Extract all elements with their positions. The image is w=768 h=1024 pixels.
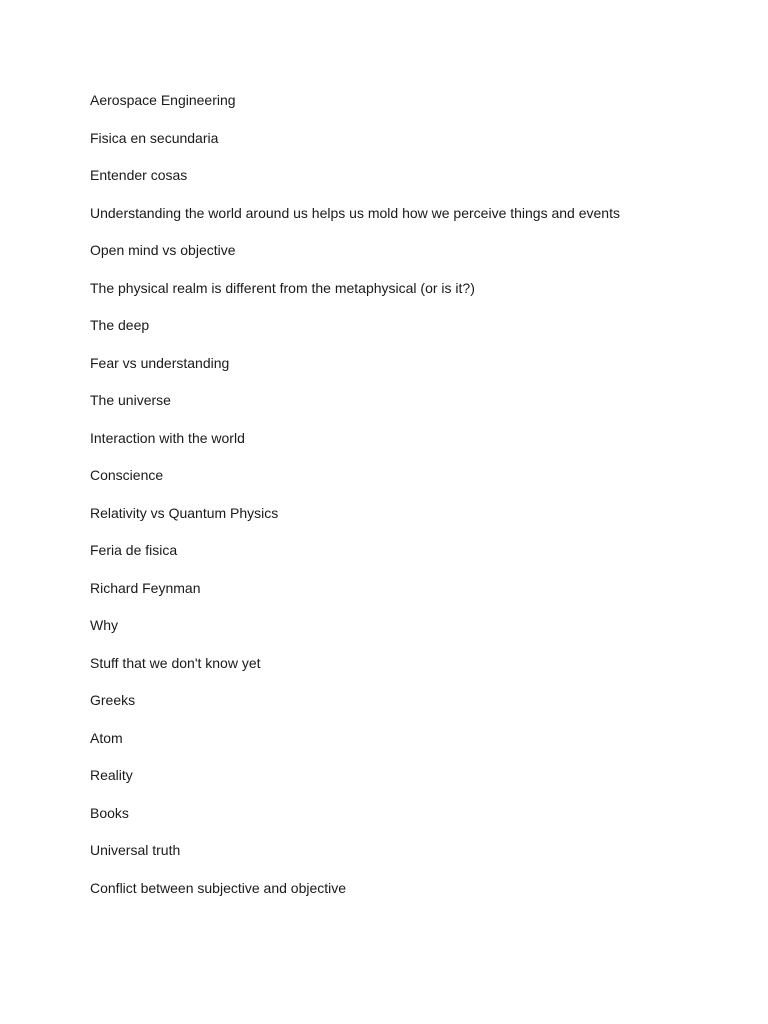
note-line: Reality — [90, 767, 133, 783]
note-line: The universe — [90, 392, 171, 408]
note-line: Interaction with the world — [90, 429, 245, 446]
note-line: Universal truth — [90, 842, 181, 858]
note-line: Fisica en secundaria — [90, 129, 219, 146]
note-line: Feria de fisica — [90, 542, 178, 558]
note-line: Conscience — [90, 467, 164, 483]
note-line: Books — [90, 804, 129, 821]
note-line: Relativity vs Quantum Physics — [90, 504, 279, 521]
note-line: Stuff that we don't know yet — [90, 654, 261, 671]
note-line: Greeks — [90, 692, 136, 708]
note-line: The deep — [90, 317, 150, 333]
note-line: Richard Feynman — [90, 579, 201, 596]
note-line: Entender cosas — [90, 167, 188, 183]
notes-list — [90, 92, 730, 917]
note-line: Why — [90, 617, 118, 633]
note-line: Conflict between subjective and objective — [90, 879, 347, 896]
note-line: Fear vs understanding — [90, 354, 230, 371]
note-line: The physical realm is different from the metaphysical (or is it?) — [90, 279, 475, 296]
note-line: Understanding the world around us helps us mold how we perceive things and events — [90, 204, 620, 221]
note-line: Open mind vs objective — [90, 242, 236, 258]
note-line: Aerospace Engineering — [90, 92, 236, 108]
note-line: Atom — [90, 729, 123, 746]
